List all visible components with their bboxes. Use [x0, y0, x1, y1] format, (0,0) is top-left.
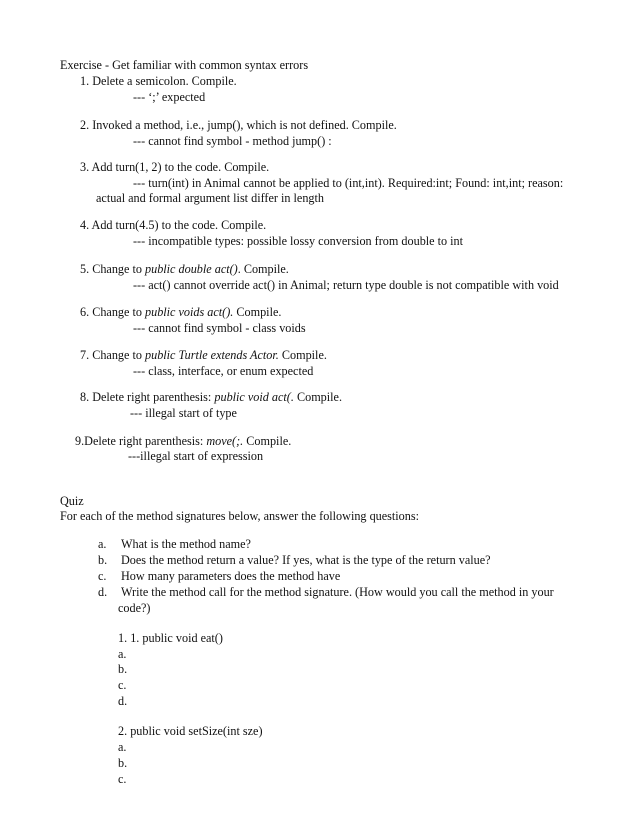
method-signature-1: 1. 1. public void eat() [118, 631, 223, 645]
signature-1-answer-c: c. [118, 678, 127, 692]
exercise-result-8: --- illegal start of type [130, 406, 237, 420]
quiz-intro: For each of the method signatures below, answer the following questions: [60, 509, 420, 523]
quiz-title: Quiz [60, 494, 84, 508]
quiz-question-a: What is the method name? [121, 537, 251, 551]
exercise-title: Exercise - Get familiar with common syntax errors [60, 58, 309, 72]
signature-2-answer-a: a. [118, 740, 127, 754]
method-signature-2: 2. public void setSize(int sze) [118, 724, 263, 738]
quiz-question-letter-a: a. [98, 537, 107, 551]
exercise-step-3: 3. Add turn(1, 2) to the code. Compile. [80, 160, 270, 174]
exercise-step-7: 7. Change to public Turtle extends Actor. Compile. [80, 348, 327, 362]
quiz-question-letter-c: c. [98, 569, 107, 583]
exercise-result-2: --- cannot find symbol - method jump() : [133, 134, 332, 148]
signature-2-answer-b: b. [118, 756, 128, 770]
signature-2-answer-c: c. [118, 772, 127, 786]
exercise-step-2: 2. Invoked a method, i.e., jump(), which is not defined. Compile. [80, 118, 397, 132]
signature-1-answer-d: d. [118, 694, 128, 708]
quiz-question-letter-d: d. [98, 585, 108, 599]
quiz-question-letter-b: b. [98, 553, 108, 567]
exercise-result-1: --- ‘;’ expected [133, 90, 206, 104]
signature-1-answer-b: b. [118, 662, 128, 676]
signature-1-answer-a: a. [118, 647, 127, 661]
exercise-step-8: 8. Delete right parenthesis: public void act(. Compile. [80, 390, 342, 404]
exercise-step-9: 9.Delete right parenthesis: move(;. Compile. [75, 434, 292, 448]
quiz-question-d: Write the method call for the method signature. (How would you call the method in your [121, 585, 554, 599]
exercise-step-5: 5. Change to public double act(). Compile. [80, 262, 289, 276]
exercise-result-3-line2: actual and formal argument list differ in length [96, 191, 324, 205]
exercise-result-9: ---illegal start of expression [128, 449, 264, 463]
exercise-result-6: --- cannot find symbol - class voids [133, 321, 306, 335]
quiz-question-b: Does the method return a value? If yes, what is the type of the return value? [121, 553, 491, 567]
exercise-result-4: --- incompatible types: possible lossy conversion from double to int [133, 234, 464, 248]
exercise-step-4: 4. Add turn(4.5) to the code. Compile. [80, 218, 267, 232]
exercise-step-6: 6. Change to public voids act(). Compile. [80, 305, 282, 319]
quiz-question-d-continued: code?) [118, 601, 151, 615]
quiz-question-c: How many parameters does the method have [121, 569, 341, 583]
exercise-step-1: 1. Delete a semicolon. Compile. [80, 74, 237, 88]
exercise-result-3-line1: --- turn(int) in Animal cannot be applied to (int,int). Required:int; Found: int,int; reason: [133, 176, 564, 190]
exercise-result-5: --- act() cannot override act() in Animal; return type double is not compatible with void [133, 278, 559, 292]
exercise-result-7: --- class, interface, or enum expected [133, 364, 314, 378]
